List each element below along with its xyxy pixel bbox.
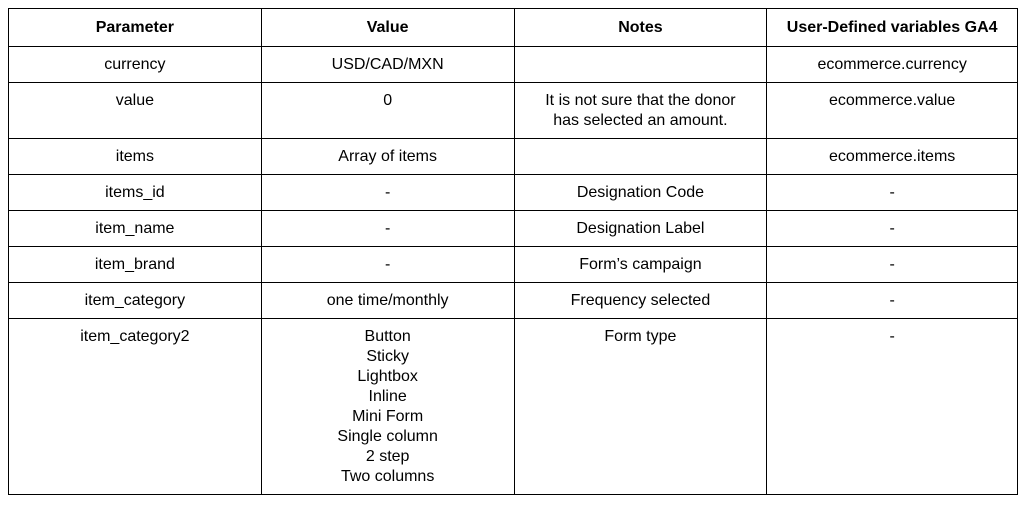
cell-ga4: - (767, 211, 1018, 247)
cell-ga4: - (767, 247, 1018, 283)
cell-notes: It is not sure that the donor has selected an amount. (514, 83, 767, 139)
cell-param: item_brand (9, 247, 262, 283)
cell-notes (514, 139, 767, 175)
table-row (9, 83, 1018, 139)
table-row (9, 139, 1018, 175)
cell-ga4: ecommerce.items (767, 139, 1018, 175)
table-row (9, 47, 1018, 83)
header-parameter: Parameter (9, 9, 262, 47)
table-row (9, 283, 1018, 319)
cell-value: Array of items (261, 139, 514, 175)
value-line: Mini Form (352, 408, 424, 425)
value-line: Sticky (366, 348, 409, 365)
cell-value-list (261, 319, 514, 495)
cell-param: currency (9, 47, 262, 83)
value-line: Lightbox (357, 368, 418, 385)
cell-value: - (261, 247, 514, 283)
cell-param: items (9, 139, 262, 175)
header-row (9, 9, 1018, 47)
cell-notes: Designation Label (514, 211, 767, 247)
cell-value: 0 (261, 83, 514, 139)
parameter-table (8, 8, 1018, 495)
value-line: Single column (337, 428, 438, 445)
cell-param: item_name (9, 211, 262, 247)
cell-ga4: - (767, 319, 1018, 495)
table-row (9, 175, 1018, 211)
cell-value: USD/CAD/MXN (261, 47, 514, 83)
cell-notes: Designation Code (514, 175, 767, 211)
cell-ga4: ecommerce.currency (767, 47, 1018, 83)
value-line: Button (364, 328, 411, 345)
header-notes: Notes (514, 9, 767, 47)
cell-param: value (9, 83, 262, 139)
table-row (9, 211, 1018, 247)
cell-notes: Form’s campaign (514, 247, 767, 283)
cell-value: - (261, 175, 514, 211)
value-line: Inline (368, 388, 407, 405)
cell-notes: Form type (514, 319, 767, 495)
table-row (9, 247, 1018, 283)
cell-param: item_category2 (9, 319, 262, 495)
cell-param: item_category (9, 283, 262, 319)
value-line: 2 step (365, 448, 410, 465)
cell-value: - (261, 211, 514, 247)
header-value: Value (261, 9, 514, 47)
header-ga4: User-Defined variables GA4 (767, 9, 1018, 47)
cell-ga4: ecommerce.value (767, 83, 1018, 139)
cell-ga4: - (767, 175, 1018, 211)
table-row (9, 319, 1018, 495)
cell-notes (514, 47, 767, 83)
cell-param: items_id (9, 175, 262, 211)
cell-value: one time/monthly (261, 283, 514, 319)
value-line: Two columns (340, 468, 435, 485)
cell-notes: Frequency selected (514, 283, 767, 319)
cell-ga4: - (767, 283, 1018, 319)
